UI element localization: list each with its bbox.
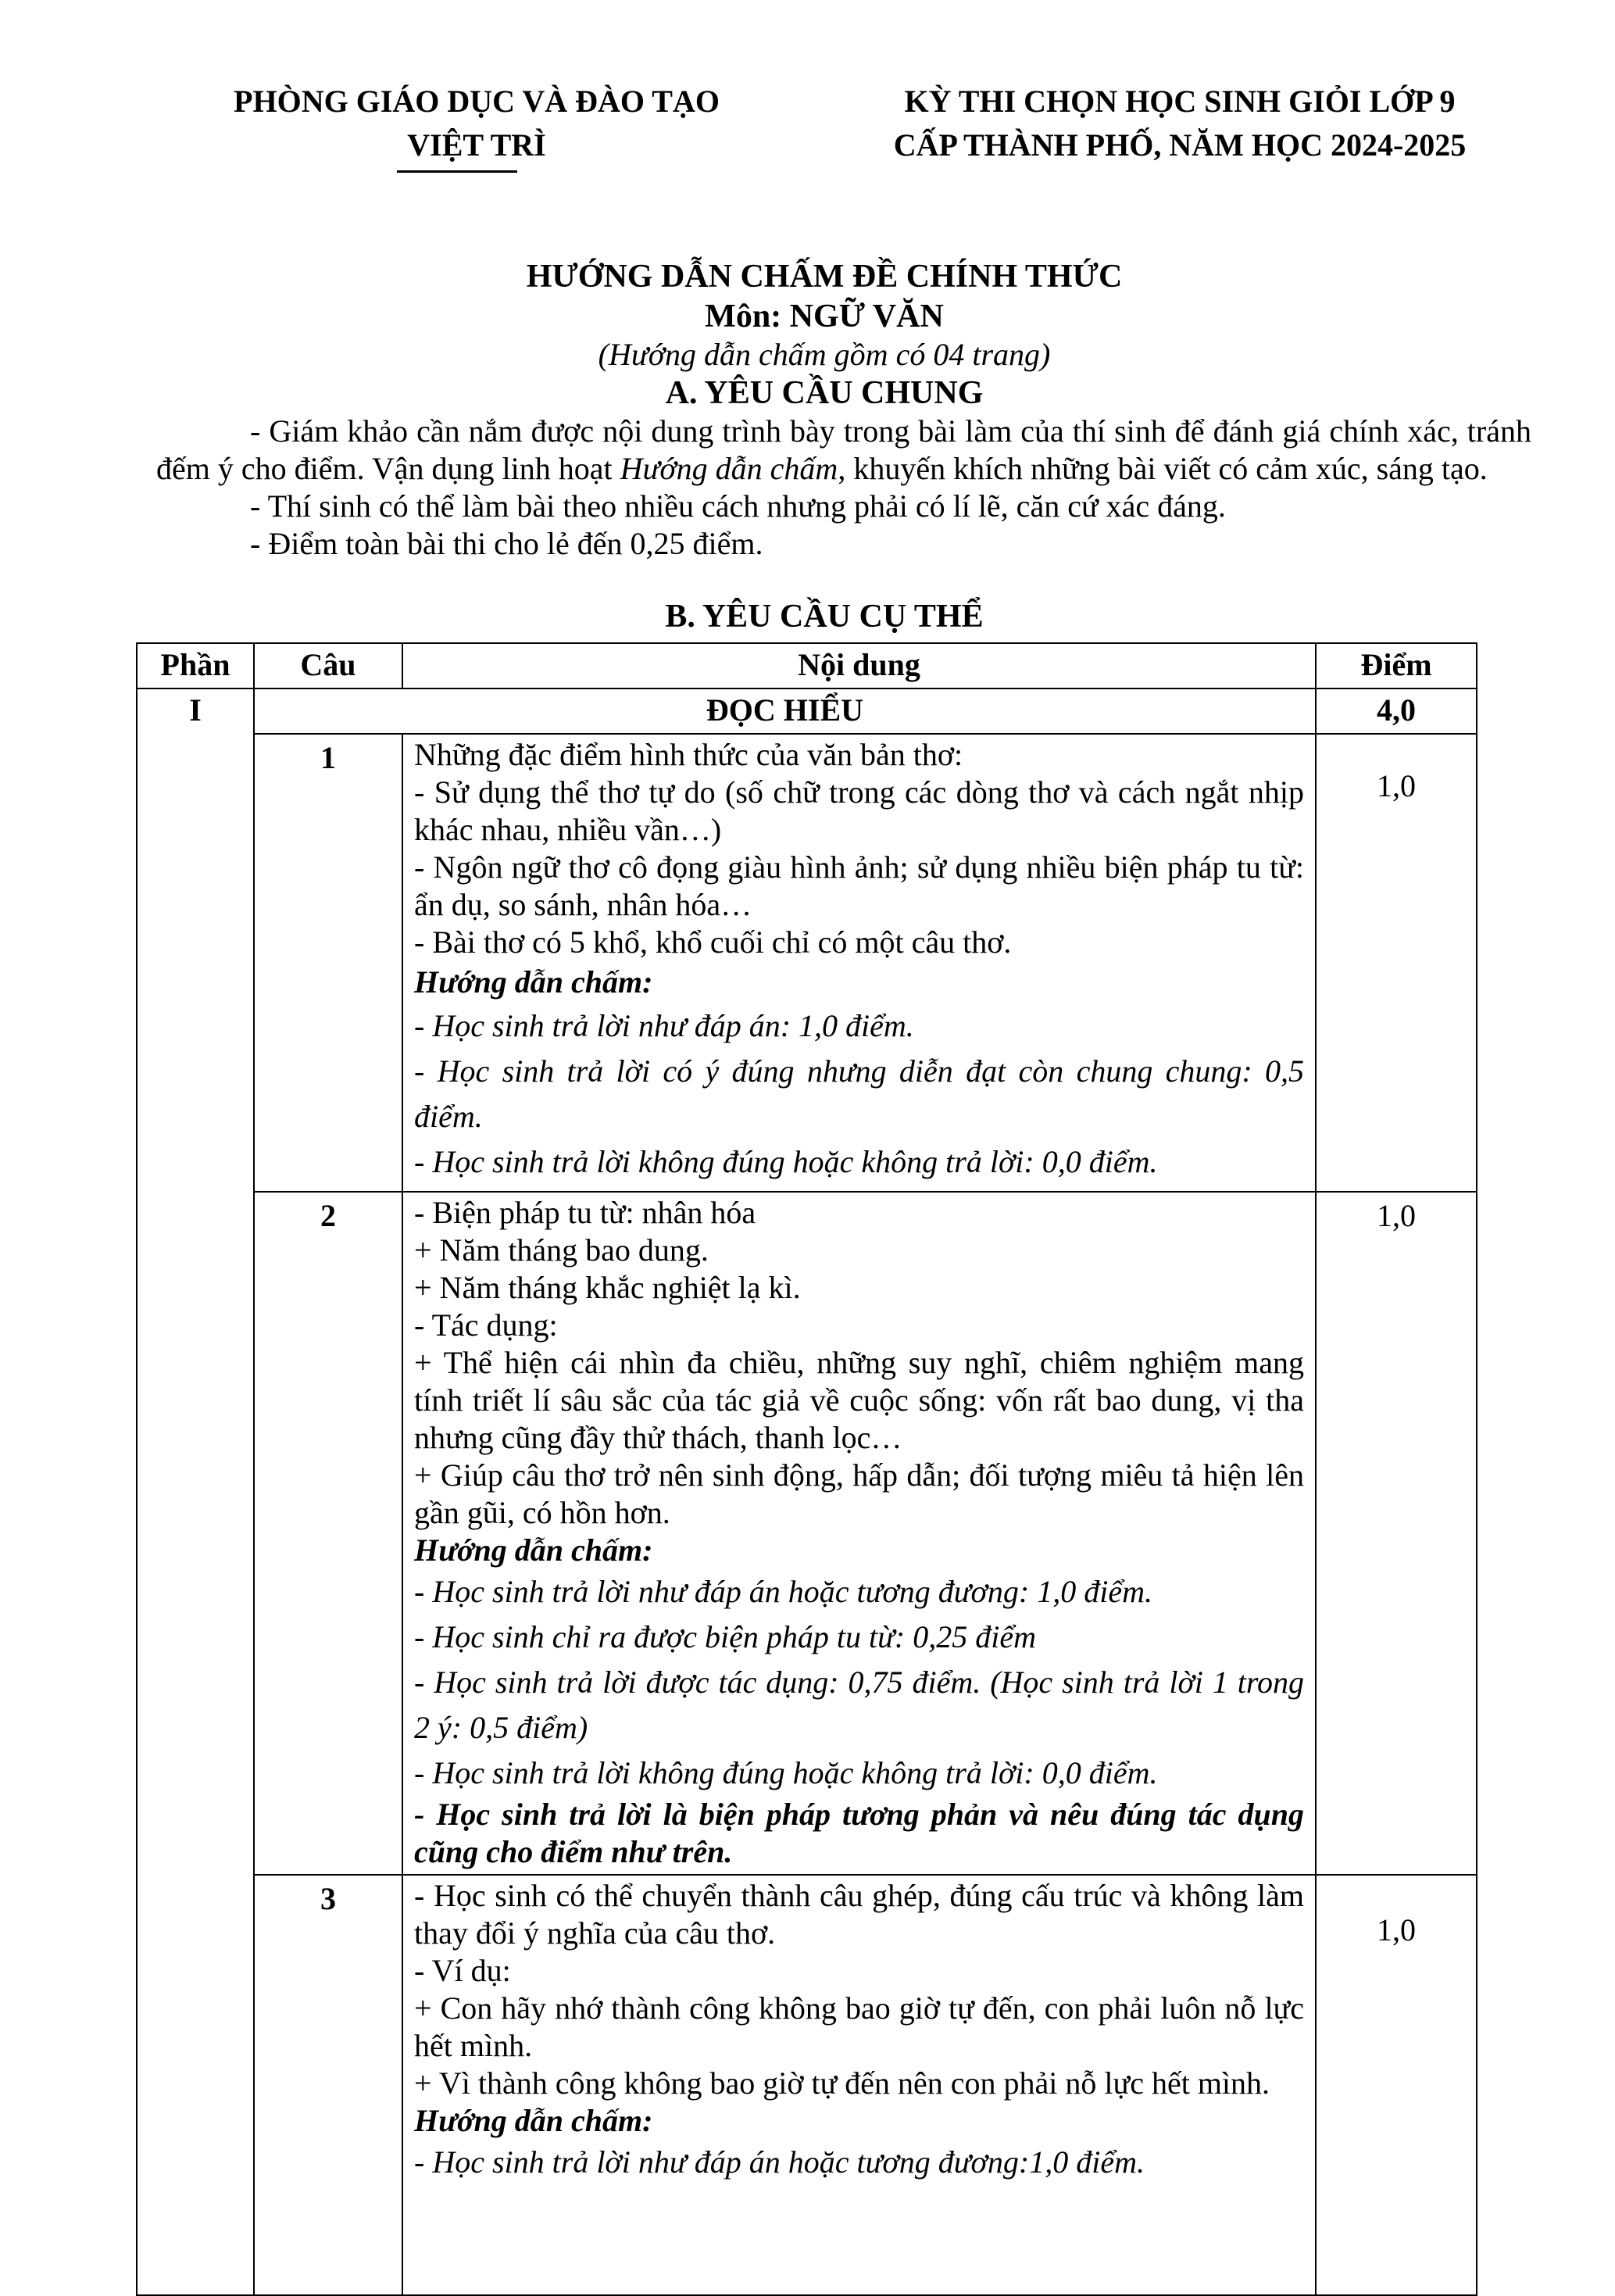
- subject-title: Môn: NGỮ VĂN: [705, 299, 944, 334]
- section-a-heading: A. YÊU CẦU CHUNG: [665, 375, 984, 411]
- table-row: [137, 734, 1477, 1192]
- question-content: Những đặc điểm hình thức của văn bản thơ: - Sử dụng thể thơ tự do (số chữ trong các dòng thơ và cách ngắt nhịp khác nhau, nhiều vần…) - Ngôn ngữ thơ cô đọng giàu hình ảnh; sử dụng nhiều biện pháp tu từ: ẩn dụ, so sánh, nhân hóa… - Bài thơ có 5 khổ, khổ cuối chỉ có một câu thơ. Hướng dẫn chấm: - Học sinh trả lời như đáp án: 1,0 điểm. - Học sinh trả lời có ý đúng nhưng diễn đạt còn chung chung: 0,5 điểm. - Học sinh trả lời không đúng hoặc không trả lời: 0,0 điểm.: [402, 734, 1316, 1192]
- part-row: [137, 688, 1477, 734]
- grading-guide-title: Hướng dẫn chấm:: [414, 964, 653, 1000]
- table-row: [137, 1875, 1477, 2295]
- department-header: [156, 80, 797, 167]
- part-title: ĐỌC HIỂU: [254, 688, 1316, 734]
- exam-header: [844, 80, 1516, 167]
- table-row: [137, 1192, 1477, 1875]
- question-content: - Học sinh có thể chuyển thành câu ghép, đúng cấu trúc và không làm thay đổi ý nghĩa của câu thơ. - Ví dụ: + Con hãy nhớ thành công không bao giờ tự đến, con phải luôn nỗ lực hết mình. + Vì thành công không bao giờ tự đến nên con phải nỗ lực hết mình. Hướng dẫn chấm: - Học sinh trả lời như đáp án hoặc tương đương:1,0 điểm.: [402, 1875, 1316, 2295]
- question-score: 1,0: [1316, 1192, 1477, 1875]
- exam-level-year: CẤP THÀNH PHỐ, NĂM HỌC 2024-2025: [893, 127, 1467, 163]
- part-label: I: [137, 688, 254, 2295]
- question-score: 1,0: [1316, 1875, 1477, 2295]
- title-block: [125, 256, 1524, 413]
- header-cau: Câu: [254, 643, 402, 688]
- grading-guide-title: Hướng dẫn chấm:: [414, 2103, 653, 2138]
- header-noidung: Nội dung: [402, 643, 1316, 688]
- section-b-heading: B. YÊU CẦU CỤ THỂ: [665, 599, 984, 635]
- main-title: HƯỚNG DẪN CHẤM ĐỀ CHÍNH THỨC: [526, 259, 1123, 295]
- requirement-2: - Thí sinh có thể làm bài theo nhiều cách nhưng phải có lí lẽ, căn cứ xác đáng.: [250, 488, 1226, 524]
- requirement-3: - Điểm toàn bài thi cho lẻ đến 0,25 điểm.: [250, 526, 763, 561]
- grading-table: [136, 642, 1477, 2296]
- exam-name: KỲ THI CHỌN HỌC SINH GIỎI LỚP 9: [904, 84, 1456, 119]
- table-header-row: [137, 643, 1477, 688]
- city-name: VIỆT TRÌ: [407, 127, 546, 163]
- grading-guide-title: Hướng dẫn chấm:: [414, 1532, 653, 1568]
- question-number: 1: [254, 734, 402, 1192]
- question-number: 2: [254, 1192, 402, 1875]
- general-requirements: [156, 413, 1531, 563]
- question-content: - Biện pháp tu từ: nhân hóa + Năm tháng bao dung. + Năm tháng khắc nghiệt lạ kì. - Tác dụng: + Thể hiện cái nhìn đa chiều, những suy nghĩ, chiêm nghiệm mang tính triết lí sâu sắc của tác giả về cuộc sống: vốn rất bao dung, vị tha nhưng cũng đầy thử thách, thanh lọc… + Giúp câu thơ trở nên sinh động, hấp dẫn; đối tượng miêu tả hiện lên gần gũi, có hồn hơn. Hướng dẫn chấm: - Học sinh trả lời như đáp án hoặc tương đương: 1,0 điểm. - Học sinh chỉ ra được biện pháp tu từ: 0,25 điểm - Học sinh trả lời được tác dụng: 0,75 điểm. (Học sinh trả lời 1 trong 2 ý: 0,5 điểm) - Học sinh trả lời không đúng hoặc không trả lời: 0,0 điểm. - Học sinh trả lời là biện pháp tương phản và nêu đúng tác dụng cũng cho điểm như trên.: [402, 1192, 1316, 1875]
- question-number: 3: [254, 1875, 402, 2295]
- header-phan: Phần: [137, 643, 254, 688]
- page-count-note: (Hướng dẫn chấm gồm có 04 trang): [598, 337, 1051, 372]
- part-score: 4,0: [1316, 688, 1477, 734]
- header-diem: Điểm: [1316, 643, 1477, 688]
- department-name: PHÒNG GIÁO DỤC VÀ ĐÀO TẠO: [234, 84, 720, 119]
- question-score: 1,0: [1316, 734, 1477, 1192]
- header-underline: [397, 170, 517, 173]
- bonus-note: - Học sinh trả lời là biện pháp tương phản và nêu đúng tác dụng cũng cho điểm như trên.: [414, 1797, 1304, 1869]
- requirement-1: - Giám khảo cần nắm được nội dung trình bày trong bài làm của thí sinh để đánh giá chính xác, tránh đếm ý cho điểm. Vận dụng linh hoạt Hướng dẫn chấm, khuyến khích những bài viết có cảm xúc, sáng tạo.: [156, 413, 1531, 486]
